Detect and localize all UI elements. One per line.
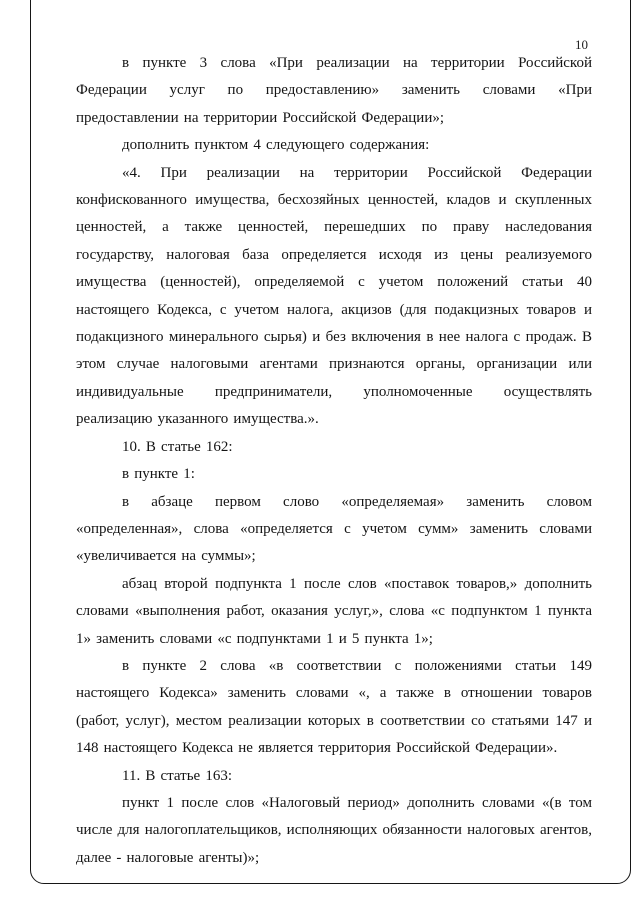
paragraph: в пункте 1: <box>122 466 195 483</box>
page-number: 10 <box>575 37 588 52</box>
paragraph: в пункте 3 слова «При реализации на территории Российской Федерации услуг по предоставлению» заменить словами «При предоставлении на территории Российской Федерации»; <box>76 55 592 126</box>
paragraph: 11. В статье 163: <box>122 767 233 784</box>
paragraph: пункт 1 после слов «Налоговый период» дополнить словами «(в том числе для налогоплательщиков, исполняющих обязанности налоговых агентов, далее - налоговые агенты)»; <box>76 794 592 866</box>
paragraph: в абзаце первом слово «определяемая» заменить словом «определенная», слова «определяется с учетом сумм» заменить словами «увеличивается на суммы»; <box>76 493 592 565</box>
paragraph: дополнить пунктом 4 следующего содержания: <box>122 137 430 154</box>
paragraph: в пункте 2 слова «в соответствии с положениями статьи 149 настоящего Кодекса» заменить словами «, а также в отношении товаров (работ, услуг), местом реализации которых в соответствии со статьями 147 и 148 настоящего Кодекса не является территория Российской Федерации». <box>76 657 592 757</box>
document-body <box>76 50 592 872</box>
paragraph: «4. При реализации на территории Российской Федерации конфискованного имущества, бесхозяйных ценностей, кладов и скупленных ценностей, а также ценностей, перешедших по праву наследования государству, налоговая база определяется исходя из цены реализуемого имущества (ценностей), определяемой с учетом положений статьи 40 настоящего Кодекса, с учетом налога, акцизов (для подакцизных товаров и подакцизного минерального сырья) и без включения в нее налога с продаж. В этом случае налоговыми агентами признаются органы, организации или индивидуальные предприниматели, уполномоченные осуществлять реализацию указанного имущества.». <box>76 164 592 428</box>
paragraph: 10. В статье 162: <box>122 438 233 455</box>
paragraph: абзац второй подпункта 1 после слов «поставок товаров,» дополнить словами «выполнения работ, оказания услуг,», слова «с подпунктом 1 пункта 1» заменить словами «с подпунктами 1 и 5 пункта 1»; <box>76 575 592 647</box>
